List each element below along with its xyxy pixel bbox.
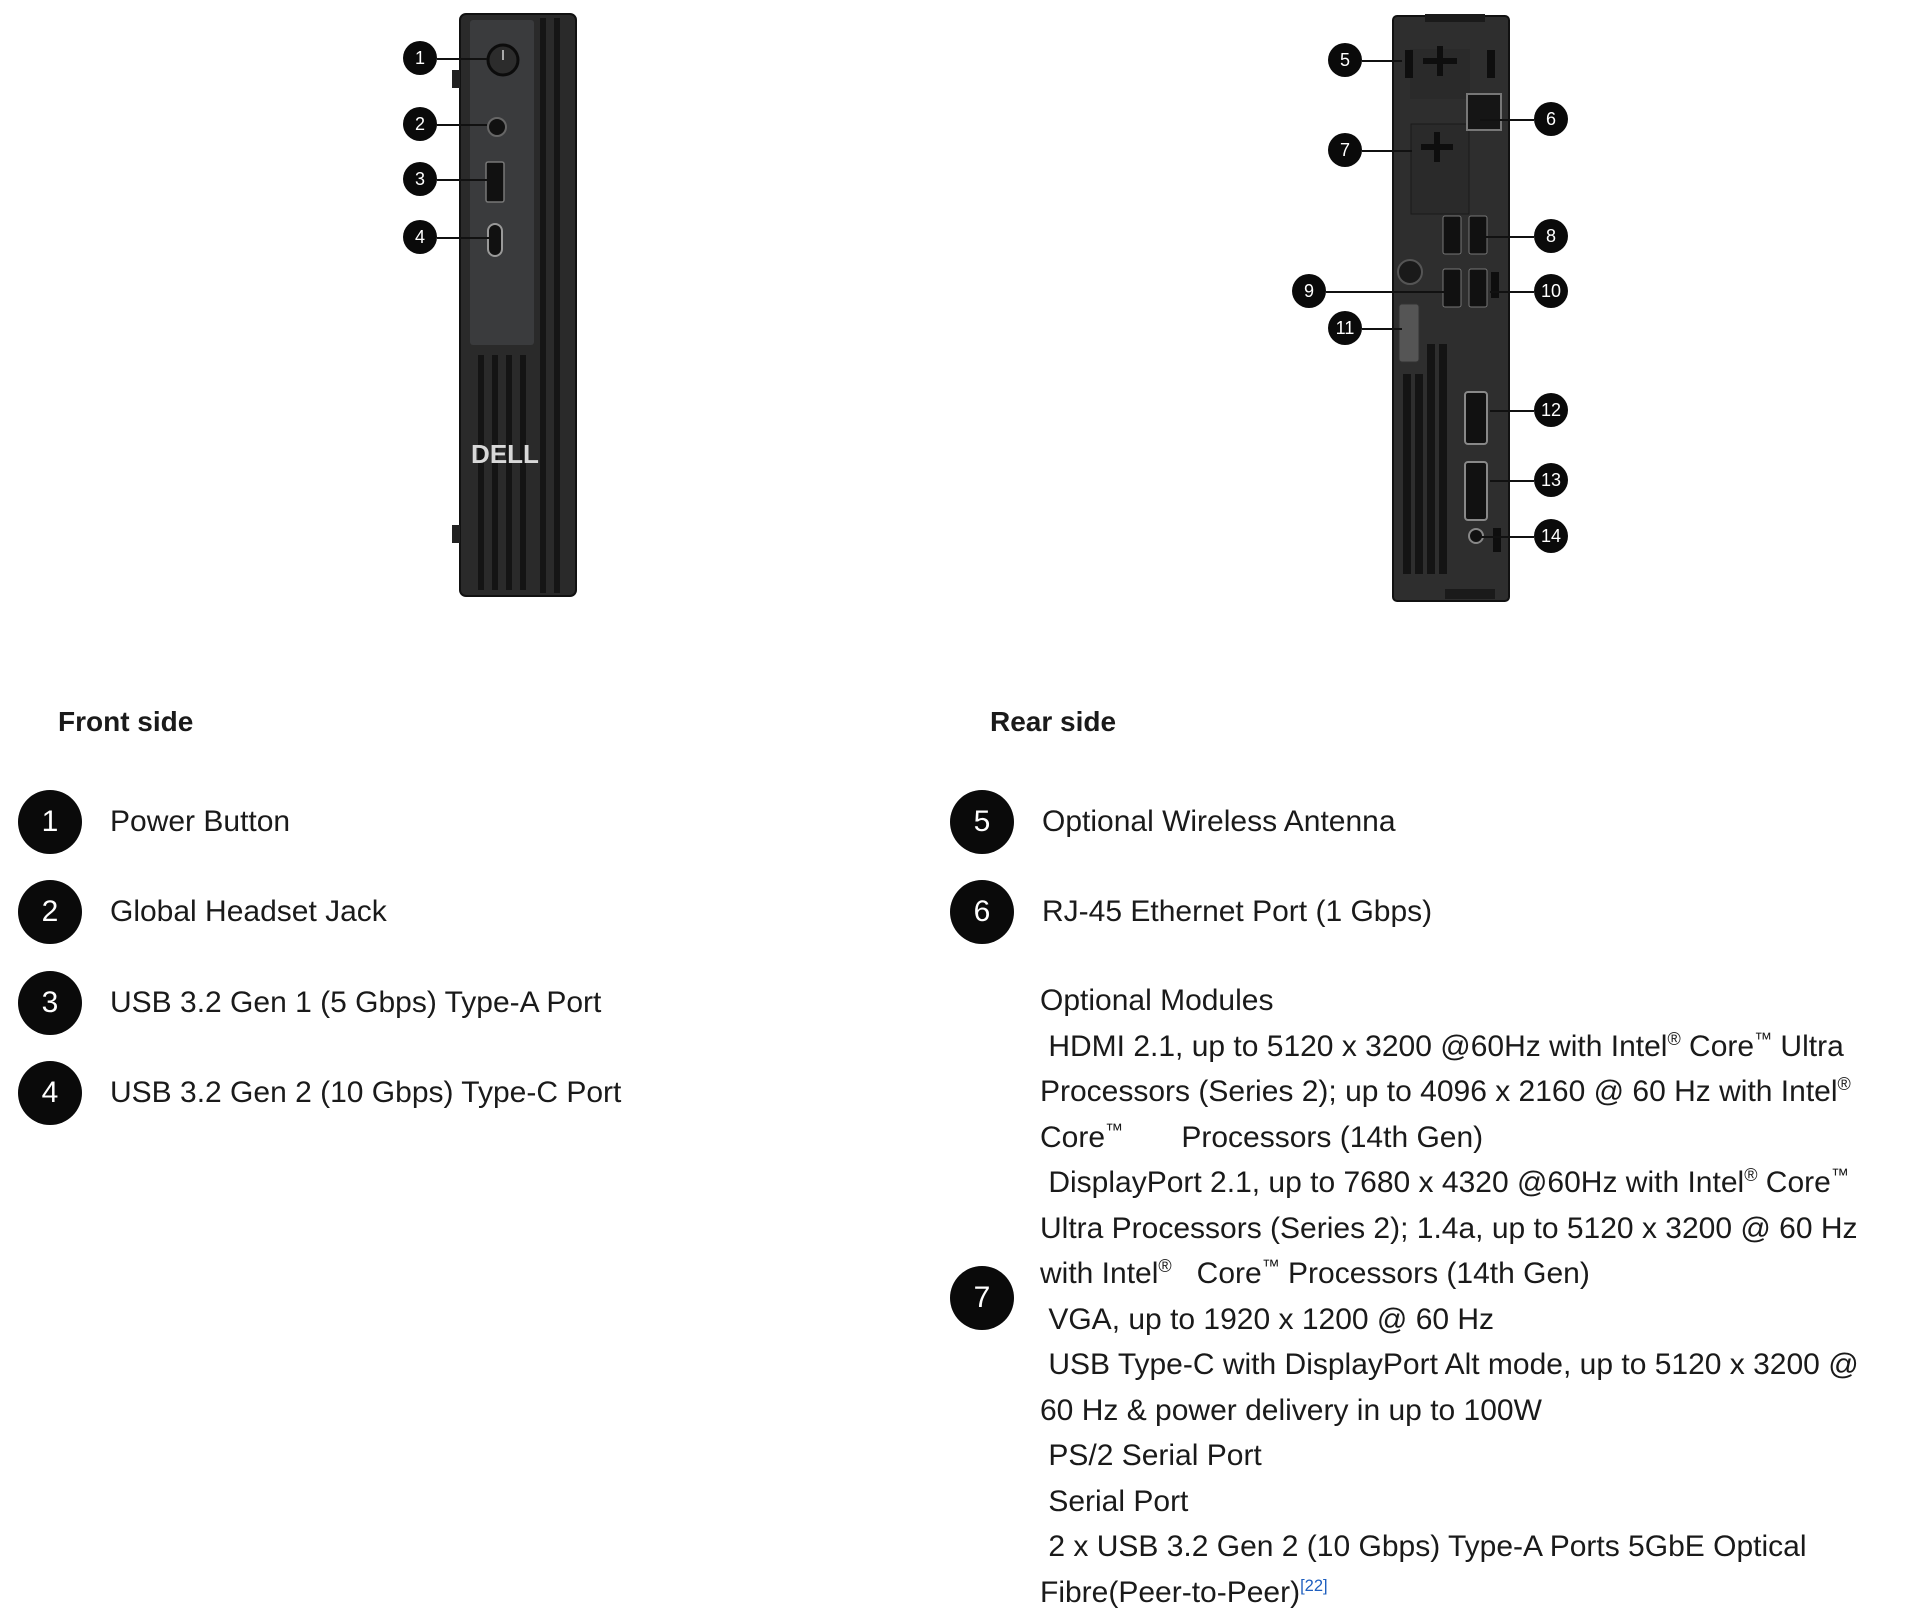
front-item-3 <box>18 971 601 1035</box>
item-label: Power Button <box>110 805 291 838</box>
item-label: RJ-45 Ethernet Port (1 Gbps) <box>1042 895 1433 928</box>
leader-line <box>437 237 491 239</box>
module-usb-type-c: USB Type-C with DisplayPort Alt mode, up to 5120 x 3200 @ <box>1040 1348 1859 1381</box>
callout-3: 3 <box>403 162 437 196</box>
front-item-1 <box>18 790 290 854</box>
leader-line <box>437 58 487 60</box>
item-label: Optional Wireless Antenna <box>1042 805 1396 838</box>
module-displayport: DisplayPort 2.1, up to 7680 x 4320 @60Hz with Intel® Core™ <box>1040 1165 1849 1199</box>
callout-8: 8 <box>1534 219 1568 253</box>
leader-line <box>1362 150 1412 152</box>
item-number: 1 <box>18 790 82 854</box>
module-usb-type-a: 2 x USB 3.2 Gen 2 (10 Gbps) Type-A Ports 5GbE Optical <box>1040 1530 1807 1563</box>
callout-2: 2 <box>403 107 437 141</box>
leader-line <box>1480 536 1534 538</box>
front-item-2 <box>18 880 387 944</box>
callout-9: 9 <box>1292 274 1326 308</box>
callout-10: 10 <box>1534 274 1568 308</box>
front-device-image <box>440 10 590 600</box>
dell-logo: DELL <box>471 439 539 469</box>
item-number: 3 <box>18 971 82 1035</box>
rear-device-image <box>1385 14 1515 604</box>
callout-11: 11 <box>1328 311 1362 345</box>
leader-line <box>1480 236 1534 238</box>
callout-14: 14 <box>1534 519 1568 553</box>
front-item-4 <box>18 1061 621 1125</box>
rear-side-title: Rear side <box>990 706 1117 737</box>
leader-line <box>437 124 487 126</box>
leader-line <box>1362 60 1402 62</box>
leader-line <box>1480 119 1534 121</box>
module-serial: Serial Port <box>1040 1484 1189 1518</box>
callout-4: 4 <box>403 220 437 254</box>
item-label: USB 3.2 Gen 2 (10 Gbps) Type-C Port <box>110 1076 622 1109</box>
item-number: 4 <box>18 1061 82 1125</box>
callout-1: 1 <box>403 41 437 75</box>
leader-line <box>1326 291 1446 293</box>
callout-7: 7 <box>1328 133 1362 167</box>
rear-item-7-number: 7 <box>950 1266 1014 1330</box>
callout-6: 6 <box>1534 102 1568 136</box>
modules-heading: Optional Modules <box>1040 984 1274 1017</box>
callout-12: 12 <box>1534 393 1568 427</box>
callout-5: 5 <box>1328 43 1362 77</box>
item-number: 2 <box>18 880 82 944</box>
optional-modules-list: Optional Modules HDMI 2.1, up to 5120 x 3200 @60Hz with Intel® Core™ Ultra Processors (Series 2); up to 4096 x 2160 @ 60 Hz with Intel® Core™ Processors (14th Gen) DisplayPort 2.1, up to 7680 x 4320 @60Hz with Intel® Core™ Ultra Processors (Series 2); 1.4a, up to 5120 x 3200 @ 60 Hz with Intel® Core™ Processors (14th Gen) VGA, up to 1920 x 1200 @ 60 Hz USB Type-C with DisplayPort Alt mode, up to 5120 x 3200 @ 60 Hz & power delivery in up to 100W PS/2 Serial Port Serial Port 2 x USB 3.2 Gen 2 (10 Gbps) Type-A Ports 5GbE Optical Fibre(Peer-to-Peer)[22] <box>1040 978 1860 1615</box>
item-label: USB 3.2 Gen 1 (5 Gbps) Type-A Port <box>110 986 602 1019</box>
item-label: Global Headset Jack <box>110 895 387 928</box>
module-hdmi: HDMI 2.1, up to 5120 x 3200 @60Hz with Intel® Core™ Ultra <box>1040 1028 1844 1063</box>
rear-item-6 <box>950 880 1432 944</box>
footnote-link[interactable]: [22] <box>1300 1576 1328 1595</box>
leader-line <box>1362 328 1402 330</box>
rear-item-5 <box>950 790 1396 854</box>
leader-line <box>1490 291 1534 293</box>
leader-line <box>1490 410 1534 412</box>
front-side-title: Front side <box>58 706 194 737</box>
leader-line <box>1490 480 1534 482</box>
module-vga: VGA, up to 1920 x 1200 @ 60 Hz <box>1040 1302 1495 1336</box>
leader-line <box>437 179 487 181</box>
item-number: 5 <box>950 790 1014 854</box>
module-ps2-serial: PS/2 Serial Port <box>1040 1439 1262 1472</box>
callout-13: 13 <box>1534 463 1568 497</box>
item-number: 6 <box>950 880 1014 944</box>
